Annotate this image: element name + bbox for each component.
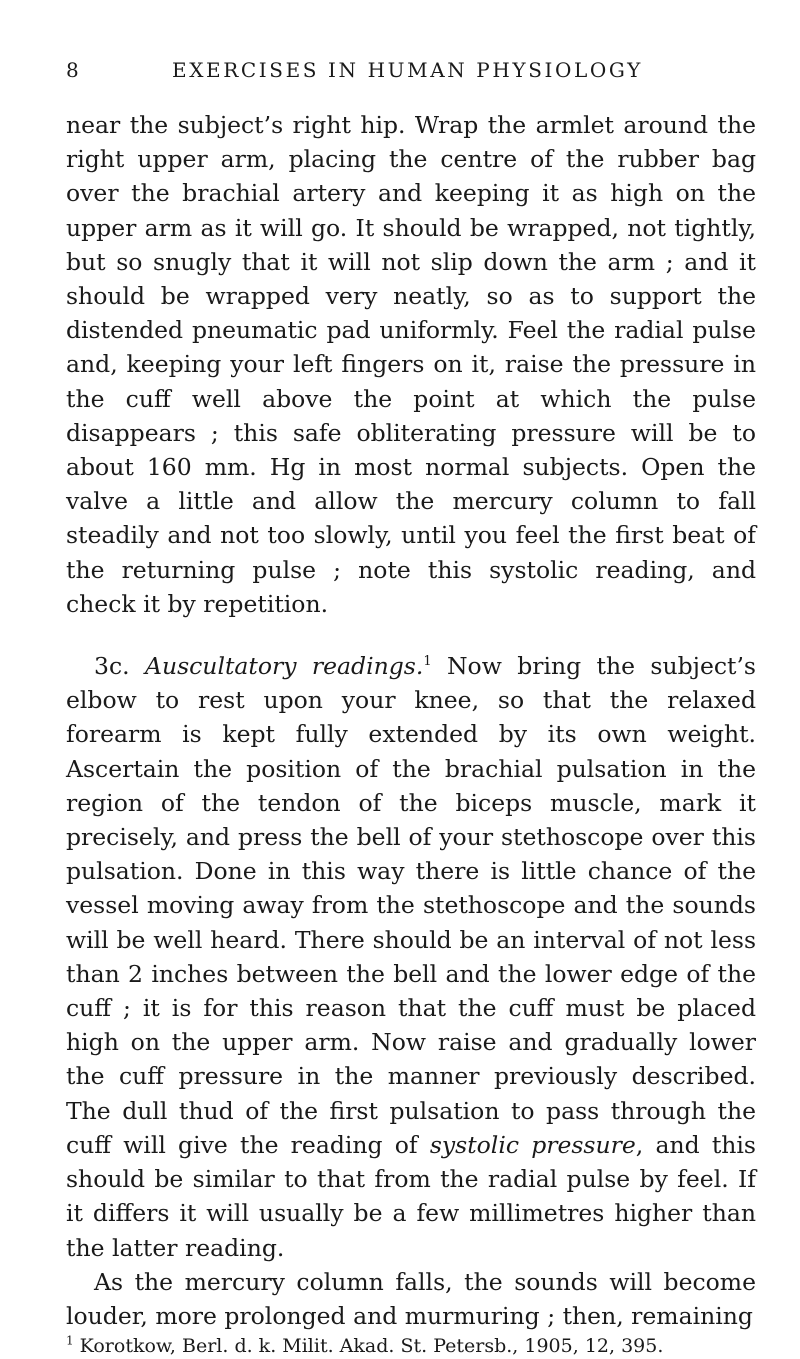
footnote-reference[interactable]: 1 — [423, 654, 432, 670]
paragraph-auscultatory — [66, 649, 756, 1265]
body-text — [66, 108, 756, 1359]
emphasis-systolic-pressure: systolic pressure — [429, 1130, 636, 1159]
paragraph-mercury-column: As the mercury column falls, the sounds will become louder, more prolonged and murmuring ; then, remaining — [66, 1267, 756, 1330]
footnote — [66, 1333, 756, 1359]
footnote-marker: 1 — [66, 1333, 74, 1348]
paragraph-text-part-2: , and this should be similar to that from the radial pulse by feel. If it differs it will usually be a few millimetres higher than the latter reading. — [66, 1130, 756, 1262]
book-page — [66, 58, 756, 1359]
page-number: 8 — [66, 58, 82, 82]
section-heading: Auscultatory readings. — [144, 652, 424, 681]
running-title: EXERCISES IN HUMAN PHYSIOLOGY — [172, 58, 643, 82]
footnote-text: Korotkow, Berl. d. k. Milit. Akad. St. Petersb., 1905, 12, 395. — [73, 1335, 664, 1358]
running-head — [66, 58, 756, 98]
section-label: 3c. — [94, 652, 130, 681]
paragraph-continued: near the subject’s right hip. Wrap the armlet around the right upper arm, placing the centre of the rubber bag over the brachial artery and keeping it as high on the upper arm as it will go. It should be wrapped, not tightly, but so snugly that it will not slip down the arm ; and it should be wrapped very neatly, so as to support the distended pneumatic pad uniformly. Feel the radial pulse and, keeping your left fingers on it, raise the pressure in the cuff well above the point at which the pulse disappears ; this safe obliterating pressure will be to about 160 mm. Hg in most normal subjects. Open the valve a little and allow the mercury column to fall steadily and not too slowly, until you feel the first beat of the returning pulse ; note this systolic reading, and check it by repetition. — [66, 111, 756, 618]
paragraph-text-part-1: Now bring the subject’s elbow to rest upon your knee, so that the relaxed forearm is kept fully extended by its own weight. Ascertain the position of the brachial pulsation in the region of the tendon of the biceps muscle, mark it precisely, and press the bell of your stethoscope over this pulsation. Done in this way there is little chance of the vessel moving away from the stethoscope and the sounds will be well heard. There should be an interval of not less than 2 inches between the bell and the lower edge of the cuff ; it is for this reason that the cuff must be placed high on the upper arm. Now raise and gradually lower the cuff pressure in the manner previously described. The dull thud of the first pulsation to pass through the cuff will give the reading of — [66, 652, 756, 1159]
